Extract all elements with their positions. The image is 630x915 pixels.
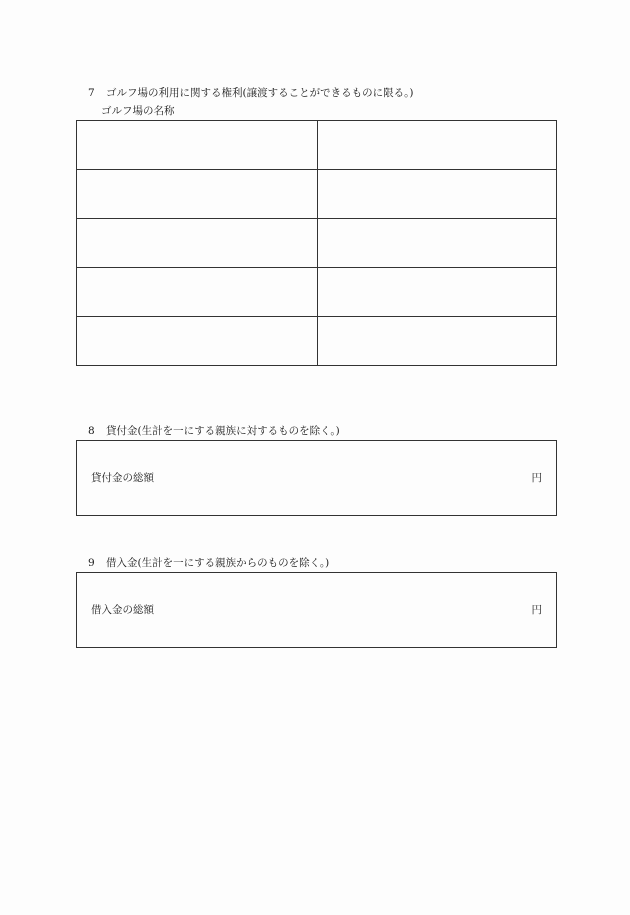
section-7-title: ゴルフ場の利用に関する権利(譲渡することができるものに限る。)	[106, 87, 414, 99]
section-7-number: 7	[88, 87, 95, 99]
loans-payable-box[interactable]	[76, 572, 557, 648]
table-row	[77, 268, 557, 317]
golf-course-table	[76, 120, 557, 366]
golf-course-detail-cell[interactable]	[318, 317, 557, 366]
table-row	[77, 170, 557, 219]
golf-course-name-cell[interactable]	[77, 268, 318, 317]
loans-payable-total-label: 借入金の総額	[91, 604, 154, 616]
loans-receivable-total-label: 貸付金の総額	[91, 472, 154, 484]
yen-unit-label: 円	[531, 472, 542, 484]
golf-course-detail-cell[interactable]	[318, 268, 557, 317]
section-8-heading	[88, 424, 340, 438]
golf-course-name-label: ゴルフ場の名称	[101, 105, 175, 117]
yen-unit-label: 円	[531, 604, 542, 616]
section-9-title: 借入金(生計を一にする親族からのものを除く。)	[106, 557, 330, 569]
table-row	[77, 317, 557, 366]
section-8-title: 貸付金(生計を一にする親族に対するものを除く。)	[106, 425, 340, 437]
golf-course-name-cell[interactable]	[77, 170, 318, 219]
table-row	[77, 121, 557, 170]
section-8-number: 8	[88, 425, 95, 437]
golf-course-name-cell[interactable]	[77, 219, 318, 268]
section-9-heading	[88, 556, 329, 570]
golf-course-name-cell[interactable]	[77, 121, 318, 170]
table-row	[77, 219, 557, 268]
golf-course-detail-cell[interactable]	[318, 170, 557, 219]
golf-course-detail-cell[interactable]	[318, 219, 557, 268]
section-9-number: 9	[88, 557, 95, 569]
golf-course-name-cell[interactable]	[77, 317, 318, 366]
golf-course-detail-cell[interactable]	[318, 121, 557, 170]
loans-receivable-box[interactable]	[76, 440, 557, 516]
section-7-heading	[88, 86, 413, 100]
